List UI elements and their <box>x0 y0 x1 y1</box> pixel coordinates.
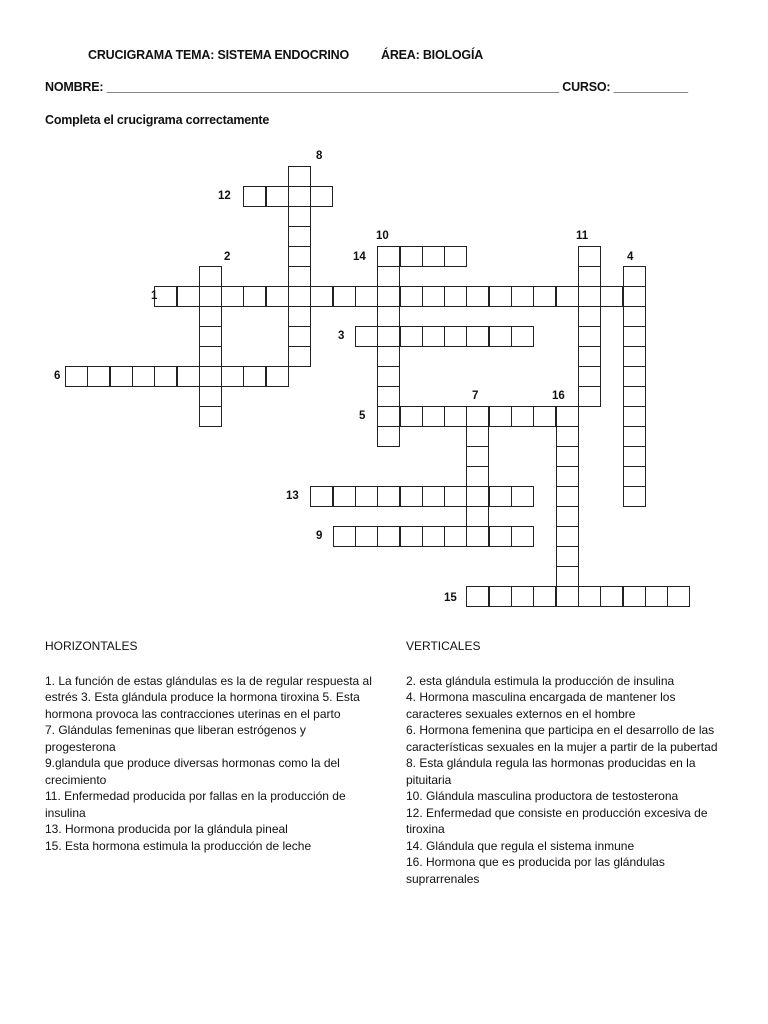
crossword-cell[interactable] <box>400 246 423 267</box>
crossword-cell[interactable] <box>288 166 311 187</box>
crossword-cell[interactable] <box>623 426 646 447</box>
crossword-cell[interactable] <box>533 286 556 307</box>
crossword-cell[interactable] <box>400 286 423 307</box>
name-course-line: NOMBRE: ___________________________________________________________________ CURSO: ___________ <box>45 80 688 94</box>
crossword-cell[interactable] <box>288 306 311 327</box>
crossword-cell[interactable] <box>556 486 579 507</box>
clue-item: 1. La función de estas glándulas es la de regular respuesta al estrés 3. Esta glándula produce la hormona tiroxina 5. Esta hormona provoca las contracciones uterinas en el parto <box>45 673 372 721</box>
clue-item: 15. Esta hormona estimula la producción de leche <box>45 838 312 853</box>
instruction: Completa el crucigrama correctamente <box>45 113 270 127</box>
crossword-cell[interactable] <box>377 346 400 367</box>
clue-number-label: 1 <box>151 290 158 302</box>
clue-number-label: 6 <box>54 370 61 382</box>
clue-number-label: 10 <box>376 230 389 242</box>
crossword-cell[interactable] <box>466 586 489 607</box>
crossword-cell[interactable] <box>422 326 445 347</box>
clue-item: 8. Esta glándula regula las hormonas producidas en la pituitaria <box>406 756 696 787</box>
crossword-cell[interactable] <box>511 326 534 347</box>
crossword-cell[interactable] <box>288 326 311 347</box>
crossword-cell[interactable] <box>422 526 445 547</box>
clue-number-label: 8 <box>316 150 323 162</box>
crossword-cell[interactable] <box>578 326 601 347</box>
clue-item: 16. Hormona que es producida por las glándulas suprarrenales <box>406 855 665 886</box>
crossword-cell[interactable] <box>377 386 400 407</box>
clue-number-label: 7 <box>472 390 479 402</box>
worksheet-title: CRUCIGRAMA TEMA: SISTEMA ENDOCRINO <box>88 48 350 62</box>
crossword-cell[interactable] <box>355 526 378 547</box>
clue-number-label: 2 <box>224 251 231 263</box>
crossword-cell[interactable] <box>355 286 378 307</box>
crossword-cell[interactable] <box>623 286 646 307</box>
vertical-clues <box>406 638 726 887</box>
crossword-cell[interactable] <box>623 466 646 487</box>
crossword-cell[interactable] <box>556 446 579 467</box>
crossword-cell[interactable] <box>177 286 200 307</box>
clue-item: 14. Glándula que regula el sistema inmune <box>406 838 635 853</box>
crossword-cell[interactable] <box>556 546 579 567</box>
crossword-cell[interactable] <box>533 406 556 427</box>
crossword-cell[interactable] <box>288 266 311 287</box>
clue-number-label: 9 <box>316 530 323 542</box>
vertical-heading: VERTICALES <box>406 639 481 653</box>
crossword-cell[interactable] <box>466 406 489 427</box>
horizontal-heading: HORIZONTALES <box>45 639 138 653</box>
crossword-cell[interactable] <box>377 486 400 507</box>
clue-number-label: 13 <box>286 490 299 502</box>
crossword-cell[interactable] <box>444 326 467 347</box>
clue-number-label: 4 <box>627 251 634 263</box>
crossword-cell[interactable] <box>132 366 155 387</box>
crossword-cell[interactable] <box>310 186 333 207</box>
crossword-cell[interactable] <box>444 486 467 507</box>
crossword-cell[interactable] <box>377 266 400 287</box>
crossword-cell[interactable] <box>288 226 311 247</box>
crossword-cell[interactable] <box>377 326 400 347</box>
crossword-cell[interactable] <box>466 326 489 347</box>
crossword-cell[interactable] <box>444 526 467 547</box>
crossword-cell[interactable] <box>333 286 356 307</box>
crossword-cell[interactable] <box>422 486 445 507</box>
crossword-cell[interactable] <box>377 246 400 267</box>
crossword-cell[interactable] <box>623 406 646 427</box>
crossword-cell[interactable] <box>578 386 601 407</box>
crossword-cell[interactable] <box>623 366 646 387</box>
crossword-cell[interactable] <box>243 286 266 307</box>
clue-number-label: 12 <box>218 190 231 202</box>
crossword-cell[interactable] <box>221 366 244 387</box>
crossword-cell[interactable] <box>355 486 378 507</box>
crossword-cell[interactable] <box>578 286 601 307</box>
crossword-cell[interactable] <box>444 246 467 267</box>
crossword-cell[interactable] <box>355 326 378 347</box>
crossword-cell[interactable] <box>422 406 445 427</box>
crossword-cell[interactable] <box>400 326 423 347</box>
clue-item: 10. Glándula masculina productora de testosterona <box>406 789 679 803</box>
crossword-cell[interactable] <box>511 406 534 427</box>
crossword-cell[interactable] <box>422 286 445 307</box>
crossword-cell[interactable] <box>556 406 579 427</box>
clue-item: 6. Hormona femenina que participa en el desarrollo de las características sexuales en la mujer a partir de la pubertad <box>406 723 718 754</box>
clue-item: 7. Glándulas femeninas que liberan estrógenos y progesterona <box>45 723 306 754</box>
crossword-cell[interactable] <box>489 526 512 547</box>
crossword-cell[interactable] <box>333 526 356 547</box>
crossword-cell[interactable] <box>556 586 579 607</box>
crossword-cell[interactable] <box>288 286 311 307</box>
crossword-cell[interactable] <box>466 446 489 467</box>
crossword-cell[interactable] <box>333 486 356 507</box>
crossword-cell[interactable] <box>243 366 266 387</box>
crossword-cell[interactable] <box>377 526 400 547</box>
clue-item: 11. Enfermedad producida por fallas en la producción de insulina <box>45 789 346 820</box>
crossword-cell[interactable] <box>199 406 222 427</box>
clue-number-label: 5 <box>359 410 366 422</box>
crossword-cell[interactable] <box>87 366 110 387</box>
crossword-cell[interactable] <box>400 526 423 547</box>
crossword-cell[interactable] <box>511 486 534 507</box>
crossword-cell[interactable] <box>288 206 311 227</box>
crossword-cell[interactable] <box>623 486 646 507</box>
crossword-cell[interactable] <box>199 346 222 367</box>
crossword-cell[interactable] <box>556 506 579 527</box>
crossword-cell[interactable] <box>65 366 88 387</box>
crossword-cell[interactable] <box>489 286 512 307</box>
crossword-cell[interactable] <box>556 566 579 587</box>
crossword-cell[interactable] <box>489 406 512 427</box>
crossword-cell[interactable] <box>511 286 534 307</box>
crossword-cell[interactable] <box>667 586 690 607</box>
crossword-cell[interactable] <box>400 406 423 427</box>
crossword-cell[interactable] <box>466 486 489 507</box>
crossword-cell[interactable] <box>533 586 556 607</box>
crossword-cell[interactable] <box>556 526 579 547</box>
crossword-cell[interactable] <box>623 266 646 287</box>
clue-item: 12. Enfermedad que consiste en producción excesiva de tiroxina <box>406 805 708 836</box>
clue-number-label: 16 <box>552 390 565 402</box>
crossword-cell[interactable] <box>578 246 601 267</box>
crossword-cell[interactable] <box>310 486 333 507</box>
crossword-cell[interactable] <box>489 586 512 607</box>
crossword-cell[interactable] <box>444 406 467 427</box>
crossword-cell[interactable] <box>377 306 400 327</box>
crossword-cell[interactable] <box>466 466 489 487</box>
crossword-cell[interactable] <box>466 426 489 447</box>
crossword-cell[interactable] <box>288 246 311 267</box>
clue-number-label: 11 <box>576 230 589 242</box>
crossword-cell[interactable] <box>377 406 400 427</box>
crossword-cell[interactable] <box>623 306 646 327</box>
crossword-cell[interactable] <box>377 286 400 307</box>
crossword-cell[interactable] <box>623 586 646 607</box>
crossword-cell[interactable] <box>578 266 601 287</box>
crossword-cell[interactable] <box>444 286 467 307</box>
crossword-cell[interactable] <box>199 326 222 347</box>
crossword-cell[interactable] <box>243 186 266 207</box>
crossword-cell[interactable] <box>310 286 333 307</box>
crossword-cell[interactable] <box>578 366 601 387</box>
crossword-cell[interactable] <box>154 286 177 307</box>
crossword-cell[interactable] <box>177 366 200 387</box>
crossword-cell[interactable] <box>110 366 133 387</box>
crossword-cell[interactable] <box>556 286 579 307</box>
crossword-cell[interactable] <box>400 486 423 507</box>
crossword-cell[interactable] <box>556 466 579 487</box>
crossword-cell[interactable] <box>489 326 512 347</box>
clue-item: 9.glandula que produce diversas hormonas como la del crecimiento <box>45 756 340 787</box>
subject-area: ÁREA: BIOLOGÍA <box>381 48 484 62</box>
crossword-cell[interactable] <box>288 186 311 207</box>
crossword-cell[interactable] <box>600 586 623 607</box>
crossword-cell[interactable] <box>623 326 646 347</box>
crossword-cell[interactable] <box>623 446 646 467</box>
clue-item: 2. esta glándula estimula la producción de insulina <box>406 673 675 688</box>
clue-item: 13. Hormona producida por la glándula pineal <box>45 822 288 836</box>
crossword-cell[interactable] <box>489 486 512 507</box>
crossword-cell[interactable] <box>199 386 222 407</box>
clue-item: 4. Hormona masculina encargada de mantener los caracteres sexuales externos en el hombre <box>406 690 676 721</box>
crossword-cell[interactable] <box>377 366 400 387</box>
crossword-cell[interactable] <box>221 286 244 307</box>
crossword-cell[interactable] <box>422 246 445 267</box>
crossword-cell[interactable] <box>266 186 289 207</box>
crossword-cell[interactable] <box>623 386 646 407</box>
crossword-cell[interactable] <box>578 306 601 327</box>
crossword-cell[interactable] <box>466 506 489 527</box>
crossword-cell[interactable] <box>645 586 668 607</box>
crossword-cell[interactable] <box>511 586 534 607</box>
crossword-cell[interactable] <box>199 266 222 287</box>
crossword-cell[interactable] <box>623 346 646 367</box>
crossword-cell[interactable] <box>556 426 579 447</box>
crossword-cell[interactable] <box>377 426 400 447</box>
crossword-cell[interactable] <box>199 306 222 327</box>
clue-number-label: 14 <box>353 251 366 263</box>
crossword-cell[interactable] <box>466 286 489 307</box>
crossword-cell[interactable] <box>266 366 289 387</box>
crossword-cell[interactable] <box>578 346 601 367</box>
clue-number-label: 15 <box>444 592 457 604</box>
crossword-cell[interactable] <box>288 346 311 367</box>
crossword-cell[interactable] <box>199 286 222 307</box>
crossword-cell[interactable] <box>511 526 534 547</box>
crossword-cell[interactable] <box>578 586 601 607</box>
crossword-cell[interactable] <box>600 286 623 307</box>
crossword-cell[interactable] <box>466 526 489 547</box>
crossword-cell[interactable] <box>266 286 289 307</box>
crossword-cell[interactable] <box>154 366 177 387</box>
crossword-cell[interactable] <box>199 366 222 387</box>
horizontal-clues <box>45 638 375 854</box>
clue-number-label: 3 <box>338 330 345 342</box>
